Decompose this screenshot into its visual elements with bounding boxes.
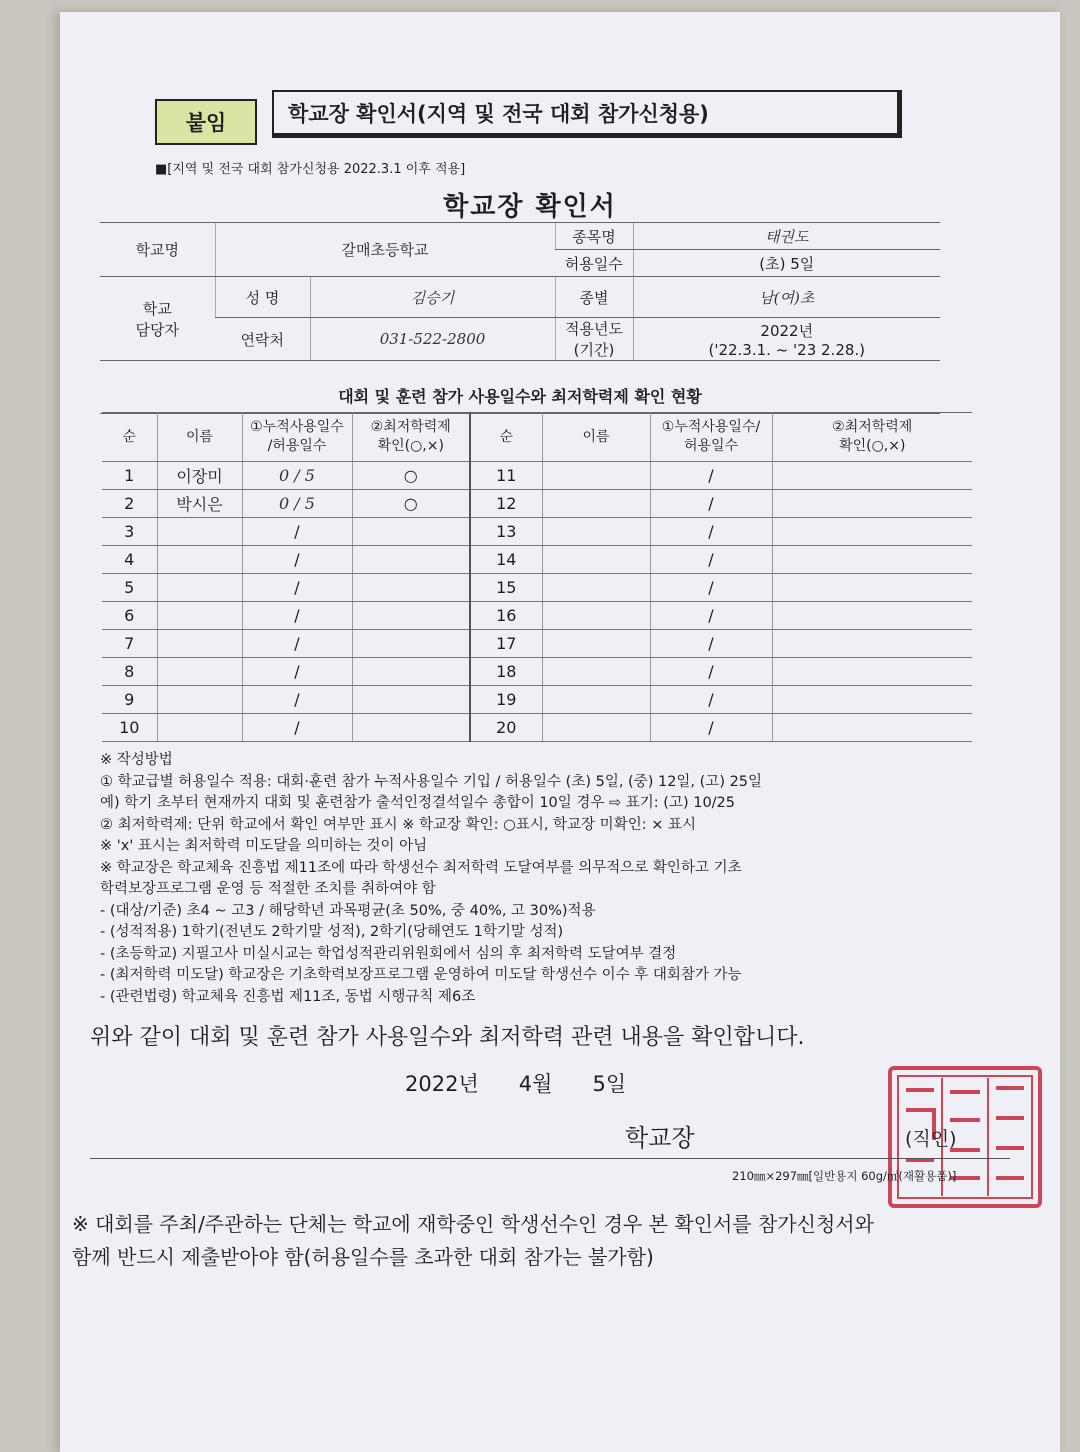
signature-date [405,1068,626,1098]
final-notice [72,1208,992,1274]
school-info-table [100,222,940,361]
date-day: 5일 [592,1072,627,1096]
paper-spec: 210㎜×297㎜[일반용지 60g/㎡(재활용품)] [732,1169,957,1183]
note-line: ※ 작성방법 [100,752,173,768]
allowed-days-label: 허용일수 [555,250,633,277]
table-row: 3 / 13 / [102,518,972,546]
table-row: 9 / 19 / [102,686,972,714]
footer-divider [90,1158,1010,1159]
confirmation-statement: 위와 같이 대회 및 훈련 참가 사용일수와 최저학력 관련 내용을 확인합니다. [90,1025,805,1050]
school-name-label: 학교명 [100,223,215,277]
table-row: 10 / 20 / [102,714,972,742]
col-no: 순 [102,413,157,462]
date-month: 4월 [518,1072,553,1096]
col-min: ②최저학력제 확인(○,×) [352,413,470,462]
contact-label: 연락처 [215,318,310,361]
col-name: 이름 [157,413,242,462]
applicability-note: ■[지역 및 전국 대회 참가신청용 2022.3.1 이후 적용] [155,162,466,177]
note-line: ※ 'x' 표시는 최저학력 미도달을 의미하는 것이 아님 [100,838,428,854]
note-line: - (관련법령) 학교체육 진흥법 제11조, 동법 시행규칙 제6조 [100,988,476,1005]
final-notice-line: ※ 대회를 주최/주관하는 단체는 학교에 재학중인 학생선수인 경우 본 확인서를 참가신청서와 [72,1212,874,1236]
table-row: 2 박시은 0 / 5 ○ 12 / [102,490,972,518]
note-line: ※ 학교장은 학교체육 진흥법 제11조에 따라 학생선수 최저학력 도달여부를 의무적으로 확인하고 기초 [100,859,742,876]
note-line: ① 학교급별 허용일수 적용: 대회·훈련 참가 누적사용일수 기입 / 허용일수 (초) 5일, (중) 12일, (고) 25일 [100,773,763,790]
person-in-charge-label: 학교 담당자 [100,277,215,361]
allowed-days-value: (초) 5일 [633,250,940,277]
col-min-right: ②최저학력제 확인(○,×) [772,413,972,462]
table-header-row [102,413,972,462]
note-line: - (성적적용) 1학기(전년도 2학기말 성적), 2학기(당해연도 1학기말 성적) [100,924,564,940]
note-line: - (최저학력 미도달) 학교장은 기초학력보장프로그램 운영하여 미도달 학생선수 이수 후 대회참가 가능 [100,967,742,983]
table-row: 1 이장미 0 / 5 ○ 11 / [102,462,972,490]
table-row: 7 / 17 / [102,630,972,658]
sport-label: 종목명 [555,223,633,250]
note-line: 학력보장프로그램 운영 등 적절한 조치를 취하여야 함 [100,881,436,897]
name-value: 김승기 [310,277,555,318]
form-title-box: 학교장 확인서(지역 및 전국 대회 참가신청용) [272,90,902,138]
usage-table [102,412,972,742]
attachment-tag: 붙임 [155,99,257,145]
note-line: ② 최저학력제: 단위 학교에서 확인 여부만 표시 ※ 학교장 확인: ○표시, 학교장 미확인: × 표시 [100,816,696,833]
instructions [100,750,980,1008]
col-no-right: 순 [470,413,542,462]
year-value: 2022년 ('22.3.1. ~ '23 2.28.) [633,318,940,361]
name-label: 성 명 [215,277,310,318]
note-line: - (초등학교) 지필고사 미실시교는 학업성적관리위원회에서 심의 후 최저학력 도달여부 결정 [100,945,677,962]
status-section-title: 대회 및 훈련 참가 사용일수와 최저학력제 확인 현황 [100,380,940,414]
gender-value: 남(여)초 [633,277,940,318]
table-row: 6 / 16 / [102,602,972,630]
date-year: 2022년 [405,1072,479,1096]
table-row: 5 / 15 / [102,574,972,602]
sport-value: 태권도 [633,223,940,250]
note-line: - (대상/기준) 초4 ~ 고3 / 해당학년 과목평균(초 50%, 중 40%, 고 30%)적용 [100,902,596,919]
year-label: 적용년도 (기간) [555,318,633,361]
document-title: 학교장 확인서 [443,192,617,222]
col-days: ①누적사용일수 /허용일수 [242,413,352,462]
final-notice-line: 함께 반드시 제출받아야 함(허용일수를 초과한 대회 참가는 불가함) [72,1245,654,1269]
school-name-value: 갈매초등학교 [215,223,555,277]
document-page [60,12,1060,1452]
table-row: 8 / 18 / [102,658,972,686]
contact-value: 031-522-2800 [310,318,555,361]
gender-label: 종별 [555,277,633,318]
principal-label: 학교장 [625,1124,695,1152]
col-days-right: ①누적사용일수/ 허용일수 [650,413,772,462]
seal-label: (직인) [905,1128,957,1150]
table-row: 4 / 14 / [102,546,972,574]
note-line: 예) 학기 초부터 현재까지 대회 및 훈련참가 출석인정결석일수 총합이 10일 경우 ⇨ 표기: (고) 10/25 [100,795,736,811]
col-name-right: 이름 [542,413,650,462]
